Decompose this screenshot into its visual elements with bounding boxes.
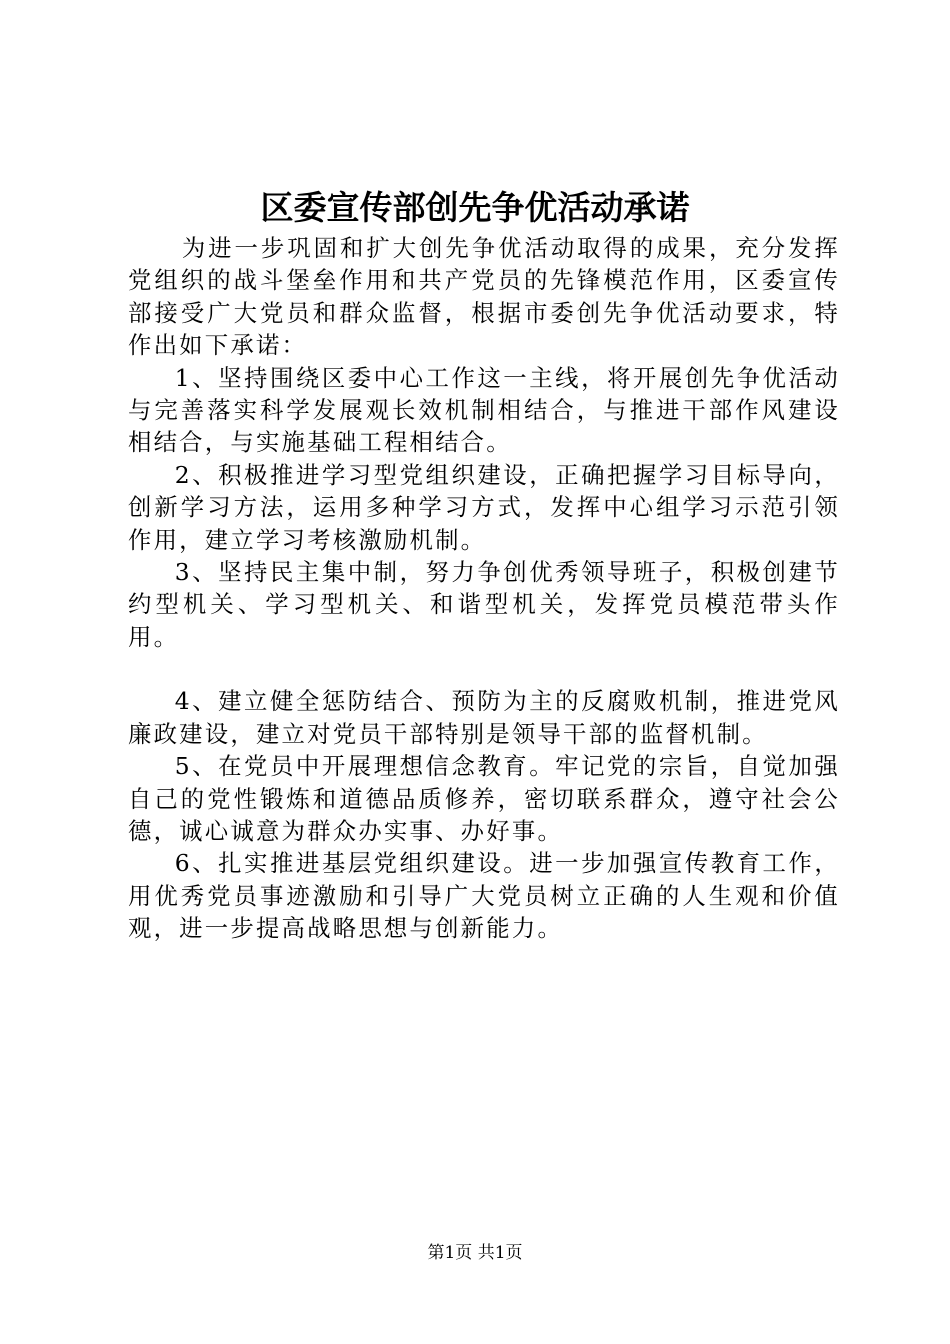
commitment-item-1: 1、坚持围绕区委中心工作这一主线，将开展创先争优活动与完善落实科学发展观长效机制相结合，与推进干部作风建设相结合，与实施基础工程相结合。 (128, 363, 840, 457)
commitment-item-2: 2、积极推进学习型党组织建设，正确把握学习目标导向，创新学习方法，运用多种学习方式，发挥中心组学习示范引领作用，建立学习考核激励机制。 (128, 460, 840, 554)
page-footer: 第1页 共1页 (427, 1243, 523, 1263)
commitment-item-5: 5、在党员中开展理想信念教育。牢记党的宗旨，自觉加强自己的党性锻炼和道德品质修养，密切联系群众，遵守社会公德，诚心诚意为群众办实事、办好事。 (128, 752, 840, 845)
commitment-item-3: 3、坚持民主集中制，努力争创优秀领导班子，积极创建节约型机关、学习型机关、和谐型机关，发挥党员模范带头作用。 (128, 558, 840, 651)
document-body (128, 232, 840, 945)
intro-paragraph: 为进一步巩固和扩大创先争优活动取得的成果，充分发挥党组织的战斗堡垒作用和共产党员的先锋模范作用，区委宣传部接受广大党员和群众监督，根据市委创先争优活动要求，特作出如下承诺： (128, 234, 840, 360)
document-title: 区委宣传部创先争优活动承诺 (260, 188, 690, 227)
commitment-item-6: 6、扎实推进基层党组织建设。进一步加强宣传教育工作，用优秀党员事迹激励和引导广大党员树立正确的人生观和价值观，进一步提高战略思想与创新能力。 (128, 849, 840, 943)
commitment-item-4: 4、建立健全惩防结合、预防为主的反腐败机制，推进党风廉政建设，建立对党员干部特别是领导干部的监督机制。 (128, 687, 840, 748)
